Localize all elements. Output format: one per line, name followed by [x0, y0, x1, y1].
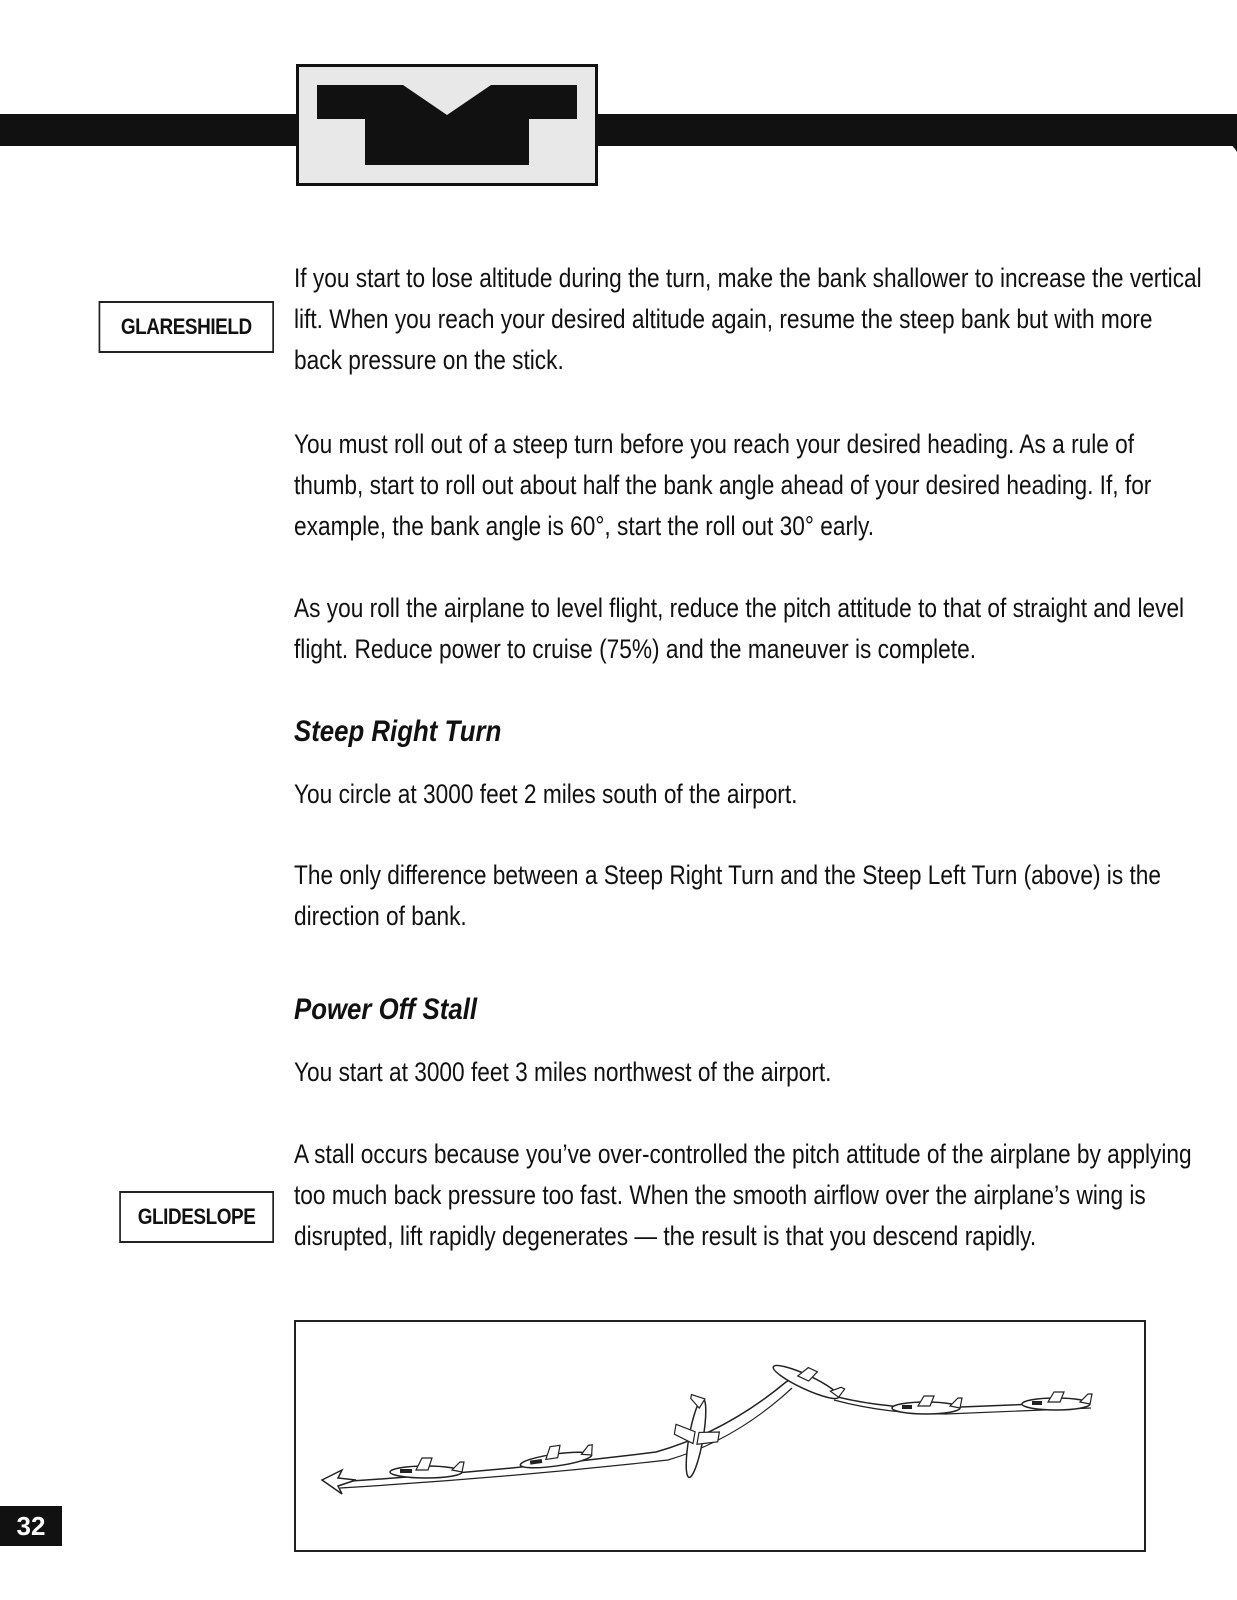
airplane-3: [667, 1393, 725, 1481]
stall-illustration: [294, 1320, 1146, 1552]
winged-bar-logo-icon: [299, 67, 595, 183]
airplane-6: [1022, 1392, 1092, 1410]
airplane-2: [518, 1441, 594, 1471]
airplane-1: [390, 1458, 464, 1478]
glideslope-label-text: GLIDESLOPE: [137, 1204, 256, 1229]
paragraph-difference: The only difference between a Steep Right Turn and the Steep Left Turn (above) is the direction of bank.: [294, 860, 1162, 931]
glideslope-label: [119, 1191, 274, 1243]
chapter-logo: [296, 64, 598, 186]
heading-steep-right-turn: Steep Right Turn: [294, 715, 502, 748]
paragraph-stall-explanation: A stall occurs because you’ve over-controlled the pitch attitude of the airplane by applying too much back pressure too fast. When the smooth airflow over the airplane’s wing is disrupted, lift rapidly degenerates — the result is that you descend rapidly.: [294, 1139, 1192, 1251]
page-number-text: 32: [16, 1510, 46, 1541]
glareshield-label-text: GLARESHIELD: [120, 314, 252, 339]
stall-maneuver-airplanes-icon: [296, 1322, 1144, 1550]
paragraph-circle-position: You circle at 3000 feet 2 miles south of the airport.: [294, 779, 798, 809]
header-bar: [0, 108, 1237, 156]
heading-power-off-stall: Power Off Stall: [294, 993, 478, 1026]
header-bar-graphic: [0, 108, 1237, 156]
paragraph-level-flight: As you roll the airplane to level flight, reduce the pitch attitude to that of straight and level flight. Reduce power to cruise (75%) and the maneuver is complete.: [294, 593, 1185, 664]
paragraph-altitude-loss: If you start to lose altitude during the turn, make the bank shallower to increase the vertical lift. When you reach your desired altitude again, resume the steep bank but with more back pressure on the stick.: [294, 263, 1202, 375]
paragraph-start-position: You start at 3000 feet 3 miles northwest of the airport.: [294, 1057, 832, 1087]
paragraph-roll-out: You must roll out of a steep turn before you reach your desired heading. As a rule of thumb, start to roll out about half the bank angle ahead of your desired heading. If, for example, the bank angle is 60°, start the roll out 30° early.: [294, 429, 1152, 541]
airplane-5: [892, 1396, 962, 1414]
glareshield-label: [99, 301, 274, 353]
page-number: [0, 1506, 62, 1546]
